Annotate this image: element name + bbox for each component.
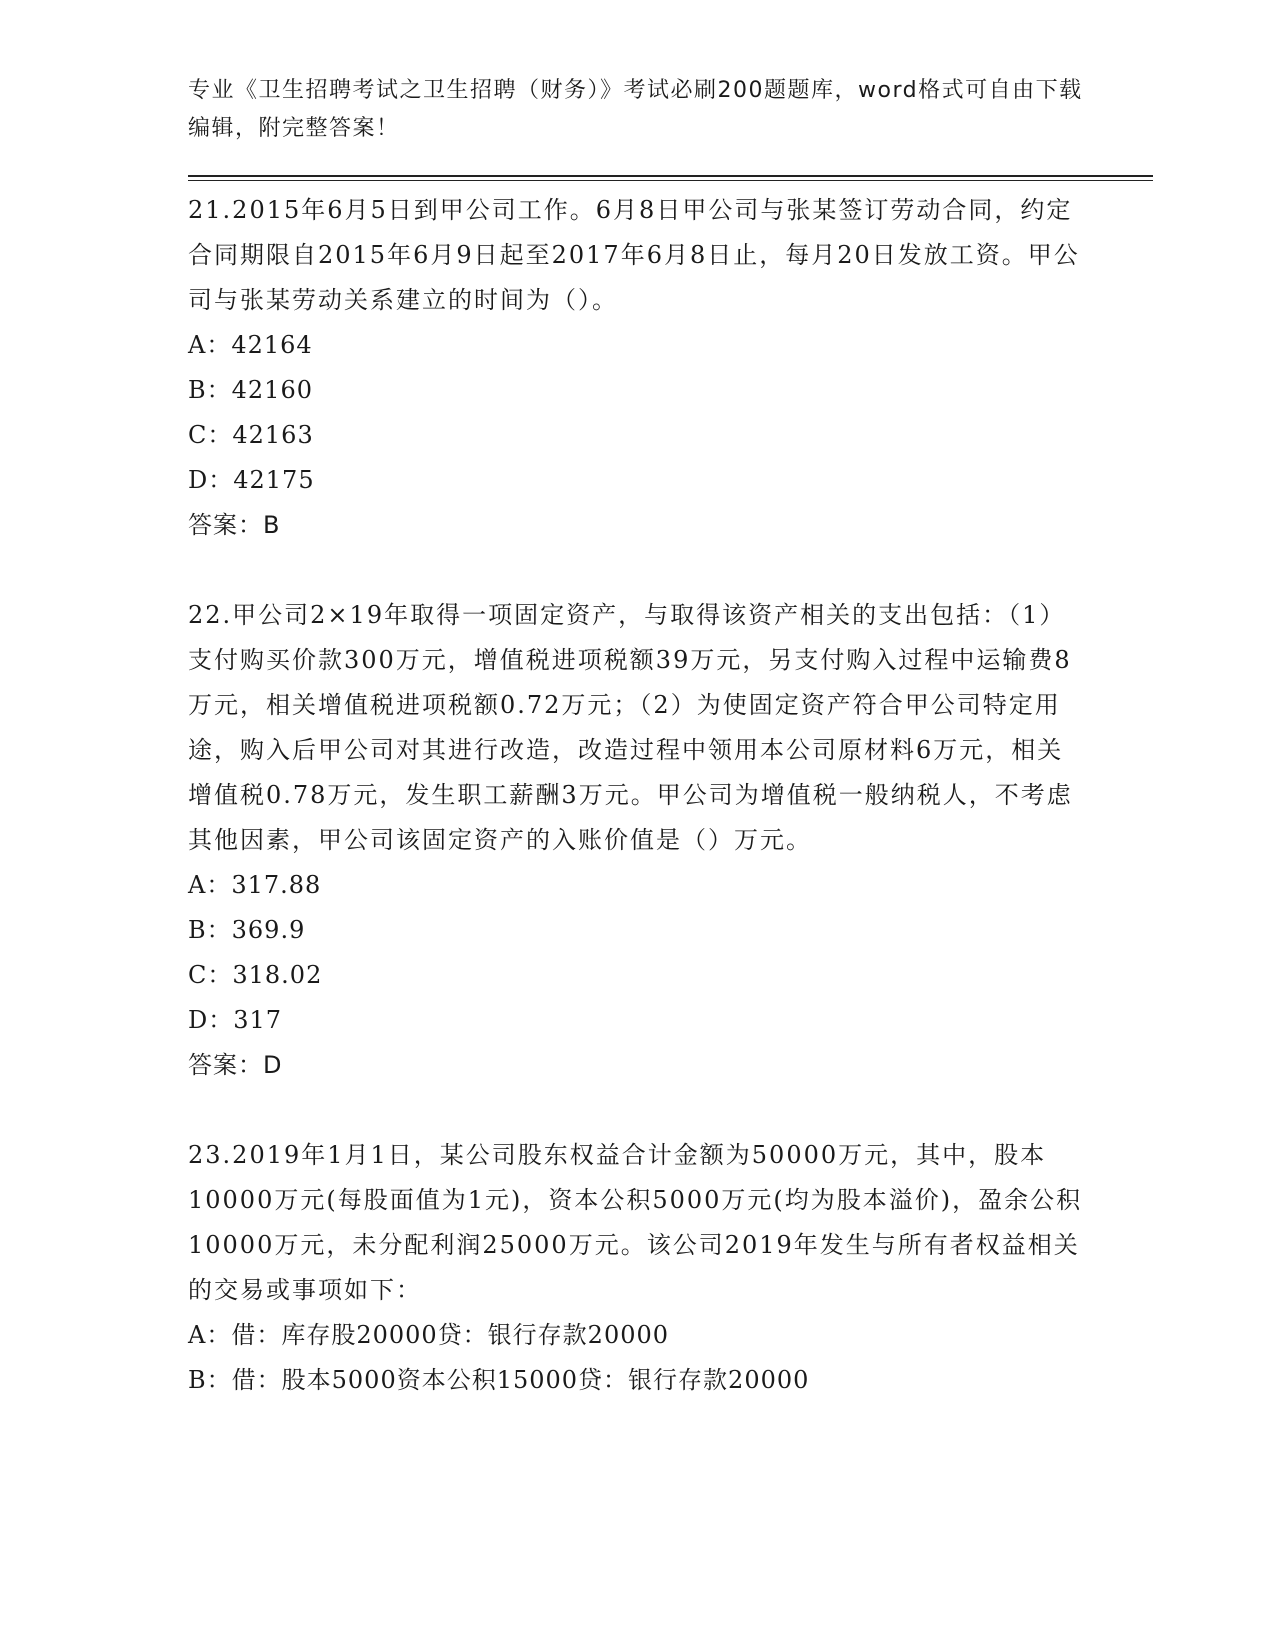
question-spacer — [188, 1088, 1088, 1133]
question-23 — [188, 1133, 1088, 1403]
option-d: D：42175 — [188, 466, 315, 494]
header-divider — [188, 175, 1153, 181]
question-list — [188, 188, 1088, 1403]
question-spacer — [188, 548, 1088, 593]
option-b: B：借：股本5000资本公积15000贷：银行存款20000 — [188, 1366, 810, 1394]
option-c: C：42163 — [188, 421, 314, 449]
answer-line: 答案：D — [188, 1051, 283, 1079]
option-a: A：42164 — [188, 331, 313, 359]
answer-line: 答案：B — [188, 511, 281, 539]
option-a: A：借：库存股20000贷：银行存款20000 — [188, 1321, 670, 1349]
question-stem: 22.甲公司2×19年取得一项固定资产，与取得该资产相关的支出包括：（1）支付购买价款300万元，增值税进项税额39万元，另支付购入过程中运输费8万元，相关增值税进项税额0.72万元；（2）为使固定资产符合甲公司特定用途，购入后甲公司对其进行改造，改造过程中领用本公司原材料6万元，相关增值税0.78万元，发生职工薪酬3万元。甲公司为增值税一般纳税人，不考虑其他因素，甲公司该固定资产的入账价值是（）万元。 — [188, 601, 1073, 854]
question-21 — [188, 188, 1088, 548]
option-b: B：369.9 — [188, 916, 306, 944]
question-22 — [188, 593, 1088, 1088]
option-c: C：318.02 — [188, 961, 323, 989]
option-b: B：42160 — [188, 376, 313, 404]
option-a: A：317.88 — [188, 871, 322, 899]
document-header-title: 专业《卫生招聘考试之卫生招聘（财务）》考试必刷200题题库，word格式可自由下载编辑，附完整答案！ — [188, 78, 1083, 141]
option-d: D：317 — [188, 1006, 283, 1034]
question-stem: 23.2019年1月1日，某公司股东权益合计金额为50000万元，其中，股本10000万元(每股面值为1元)，资本公积5000万元(均为股本溢价)，盈余公积10000万元，未分配利润25000万元。该公司2019年发生与所有者权益相关的交易或事项如下： — [188, 1141, 1083, 1304]
question-stem: 21.2015年6月5日到甲公司工作。6月8日甲公司与张某签订劳动合同，约定合同期限自2015年6月9日起至2017年6月8日止，每月20日发放工资。甲公司与张某劳动关系建立的时间为（）。 — [188, 196, 1080, 314]
